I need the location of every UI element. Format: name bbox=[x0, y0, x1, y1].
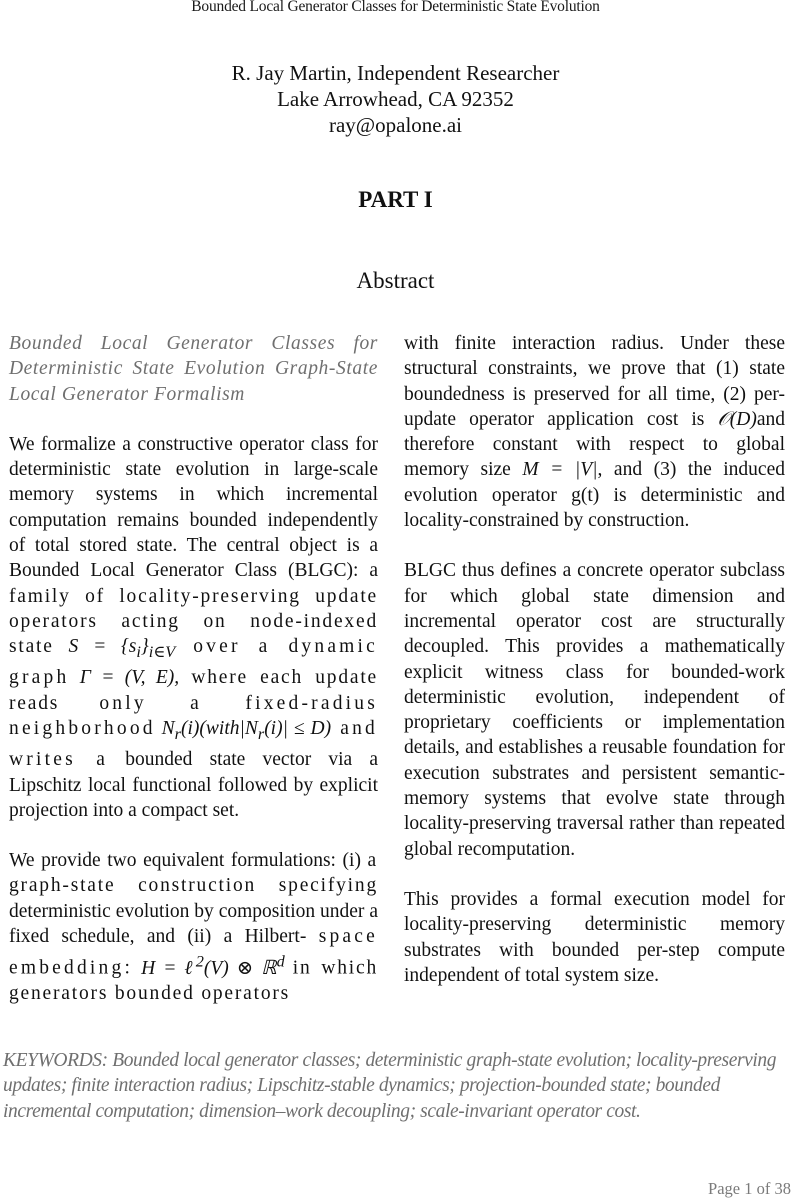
paragraph-text: bounded state vector via a Lipschitz local functional followed by explicit projection into a compact set. bbox=[9, 749, 378, 821]
paragraph-text: We formalize a constructive operator class for deterministic state evolution in large-scale memory systems in which incremental computation remains bounded independently of total stored state. The central object is a Bounded Local Generator Class (BLGC): a bbox=[9, 433, 378, 582]
math-cost-bound: 𝒪(D) bbox=[717, 408, 757, 430]
paragraph-text: where each update reads bbox=[9, 667, 378, 714]
math-neighborhood: $N_r(i)(with|N_r(i)| \le D)$ bbox=[161, 718, 332, 743]
paragraph-text: in which generators bounded operators bbox=[9, 957, 378, 1005]
author-email[interactable]: ray@opalone.ai bbox=[328, 113, 463, 137]
math-memory-size: M = |V| bbox=[522, 459, 598, 481]
abstract-column-right bbox=[404, 331, 785, 1013]
paragraph-text: and writes a bbox=[9, 718, 378, 771]
paragraph-text: We provide two equivalent formulations: (i) bbox=[9, 850, 361, 872]
abstract-paragraph-1 bbox=[9, 432, 378, 823]
abstract-paragraph-2 bbox=[9, 848, 378, 1006]
paragraph-text: , and (3) the induced evolution operator g(t) is deterministic and locality-constrained by construction. bbox=[404, 459, 785, 532]
author-location: Lake Arrowhead, CA 92352 bbox=[277, 87, 514, 111]
paragraph-text: and therefore constant with respect to global memory size bbox=[404, 408, 785, 481]
abstract-paragraph-3 bbox=[404, 331, 785, 533]
author-block bbox=[0, 60, 791, 138]
math-state-set: $S = \{s_i\}_{i\in V}$ bbox=[68, 636, 176, 662]
paragraph-text: a graph-state construction specifying bbox=[9, 850, 378, 897]
abstract-heading: Abstract bbox=[356, 268, 435, 293]
part-title: PART I bbox=[358, 187, 433, 212]
paragraph-text: family of locality-preserving update operators acting on node-indexed state bbox=[9, 585, 378, 658]
abstract-paragraph-4: BLGC thus defines a concrete operator subclass for which global state dimension and incremental operator cost are structurally decoupled. This provides a mathematically explicit witness class for bounded-work deterministic evolution, independent of proprietary coefficients or implementation details, and establishes a reusable foundation for execution substrates and persistent semantic-memory systems that evolve state through locality-preserving traversal rather than repeated global recomputation. bbox=[404, 560, 785, 860]
math-graph: Γ = (V, E), bbox=[79, 667, 180, 689]
page-number: Page 1 of 38 bbox=[708, 1179, 791, 1198]
paragraph-text: only a fixed-radius neighborhood bbox=[9, 692, 378, 740]
paragraph-text: deterministic evolution by composition under a fixed schedule, and (ii) a Hilbert- bbox=[9, 900, 378, 948]
abstract-subtitle: Bounded Local Generator Classes for Deterministic State Evolution Graph-State Local Generator Formalism bbox=[9, 333, 378, 405]
author-name: R. Jay Martin, Independent Researcher bbox=[231, 61, 560, 85]
running-header-title: Bounded Local Generator Classes for Deterministic State Evolution bbox=[191, 0, 600, 15]
paragraph-text: with finite interaction radius. Under these structural constraints, we prove that (1) state boundedness is preserved for all time, (2) per-update operator application cost is bbox=[404, 333, 785, 430]
abstract-column-left bbox=[9, 331, 378, 1031]
keywords: KEYWORDS: Bounded local generator classes; deterministic graph-state evolution; locality-preserving updates; finite interaction radius; Lipschitz-stable dynamics; projection-bounded state; bounded incremental computation; dimension–work decoupling; scale-invariant operator cost. bbox=[3, 1050, 777, 1122]
abstract-paragraph-5: This provides a formal execution model for locality-preserving deterministic memory substrates with bounded per-step compute independent of total system size. bbox=[404, 888, 785, 986]
paragraph-text: space embedding: bbox=[9, 926, 378, 979]
math-hilbert-space: H = ℓ$^2$(V) ⊗ ℝ$^d$ bbox=[133, 952, 285, 979]
paragraph-text: over a dynamic graph bbox=[9, 636, 379, 689]
